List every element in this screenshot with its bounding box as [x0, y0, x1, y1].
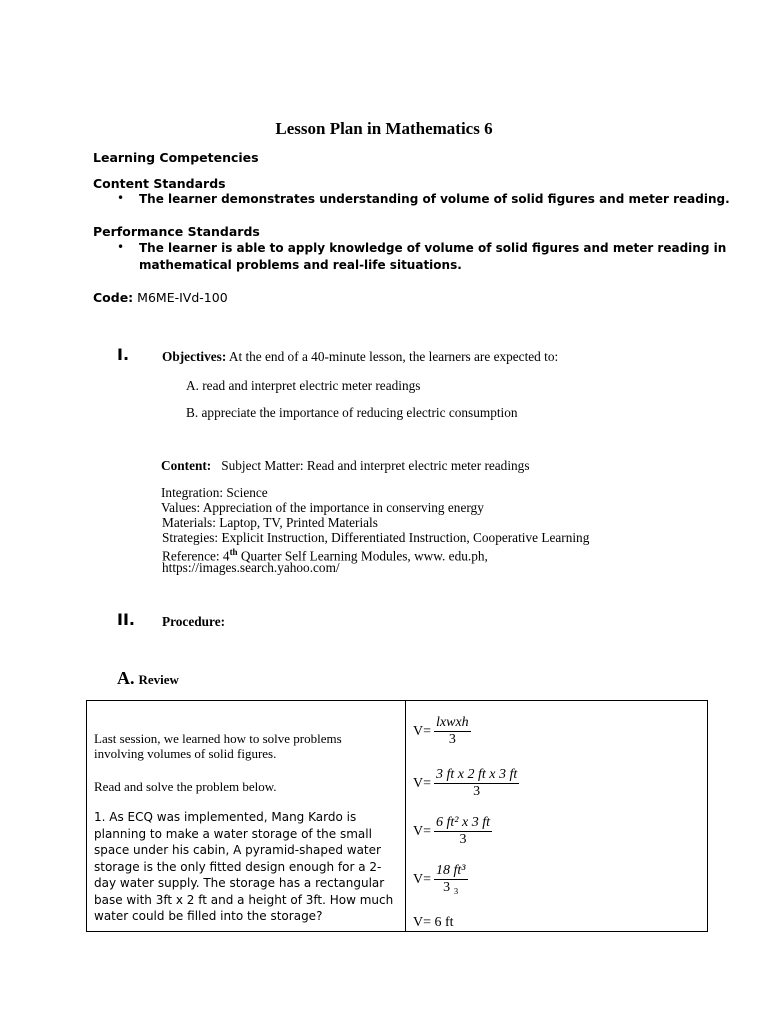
section-numeral-1: I. [117, 345, 130, 364]
section-a-label: Review [138, 672, 179, 687]
page-title: Lesson Plan in Mathematics 6 [275, 119, 493, 138]
content-standards-bullet: The learner demonstrates understanding of volume of solid figures and meter reading. [139, 192, 730, 206]
problem-line: base with 3ft x 2 ft and a height of 3ft. How much [94, 892, 394, 907]
code-value: M6ME-IVd-100 [137, 290, 228, 305]
fraction-denominator: 3 [448, 732, 456, 747]
code-label: Code: [93, 290, 134, 305]
fraction-numerator: 3 ft x 2 ft x 3 ft [436, 767, 518, 782]
reference-rest: Quarter Self Learning Modules, www. edu.ph, [237, 548, 488, 564]
section-numeral-2: II. [117, 610, 135, 629]
section-a-heading [117, 668, 179, 689]
problem-line: 1. As ECQ was implemented, Mang Kardo is [94, 810, 357, 824]
performance-standards-bullet-line2: mathematical problems and real-life situations. [139, 258, 462, 272]
content-line [161, 458, 530, 474]
fraction-numerator: 6 ft² x 3 ft [436, 815, 490, 830]
objectives-label: Objectives: [162, 349, 227, 364]
objectives-text: At the end of a 40-minute lesson, the learners are expected to: [228, 349, 559, 364]
objective-item-b: B. appreciate the importance of reducing electric consumption [186, 405, 518, 420]
review-table [86, 700, 708, 932]
review-problem [94, 809, 394, 925]
volume-label: V= [413, 871, 432, 887]
materials-line: Materials: Laptop, TV, Printed Materials [162, 515, 378, 530]
review-instruction: Read and solve the problem below. [94, 779, 277, 794]
reference-url: https://images.search.yahoo.com/ [162, 560, 340, 575]
content-label: Content: [161, 458, 212, 473]
equation-3 [413, 815, 492, 848]
problem-line: storage is the only fitted design enough for a 2- [94, 859, 382, 874]
equation-4 [413, 863, 468, 896]
review-intro-line1: Last session, we learned how to solve problems [94, 731, 342, 746]
fraction [434, 767, 519, 800]
fraction-denominator: 3 [459, 832, 467, 847]
fraction-numerator: 18 ft³ [436, 863, 466, 878]
learning-competencies-heading: Learning Competencies [93, 150, 259, 165]
problem-line: day water supply. The storage has a rectangular [94, 876, 385, 890]
values-line: Values: Appreciation of the importance in conserving energy [161, 500, 484, 515]
problem-line: space under his cabin, A pyramid-shaped water [94, 843, 381, 857]
reference-prefix: Reference: 4 [162, 548, 230, 564]
volume-label: V= [413, 775, 432, 791]
procedure-label: Procedure: [162, 614, 226, 629]
strategies-line: Strategies: Explicit Instruction, Differentiated Instruction, Cooperative Learning [162, 530, 590, 545]
fraction-denominator: 3 ₃ [443, 880, 459, 895]
fraction [434, 815, 492, 848]
volume-label: V= [413, 723, 432, 739]
fraction [434, 863, 467, 896]
review-intro-line2: involving volumes of solid figures. [94, 746, 277, 761]
content-standards-heading: Content Standards [93, 176, 226, 191]
review-intro [94, 731, 394, 761]
volume-label: V= [413, 823, 432, 839]
section-a-letter: A. [117, 668, 135, 688]
review-solution-cell [406, 701, 706, 931]
equation-2 [413, 767, 519, 800]
integration-line: Integration: Science [161, 485, 268, 500]
problem-line: planning to make a water storage of the small [94, 826, 372, 841]
fraction-denominator: 3 [473, 784, 481, 799]
content-text: Subject Matter: Read and interpret electric meter readings [221, 458, 530, 473]
bullet-dot: • [117, 191, 125, 205]
objectives-line [162, 349, 558, 365]
final-answer: V= 6 ft [413, 915, 454, 930]
fraction-numerator: lxwxh [436, 715, 469, 730]
reference-superscript: th [229, 547, 238, 557]
bullet-dot: • [117, 240, 125, 254]
fraction [434, 715, 471, 748]
equation-1 [413, 715, 471, 748]
performance-standards-heading: Performance Standards [93, 224, 260, 239]
code-line [93, 290, 228, 305]
performance-standards-bullet-line1: The learner is able to apply knowledge of volume of solid figures and meter reading in [139, 241, 727, 255]
problem-line: water could be filled into the storage? [94, 909, 323, 923]
objective-item-a: A. read and interpret electric meter readings [186, 378, 421, 393]
